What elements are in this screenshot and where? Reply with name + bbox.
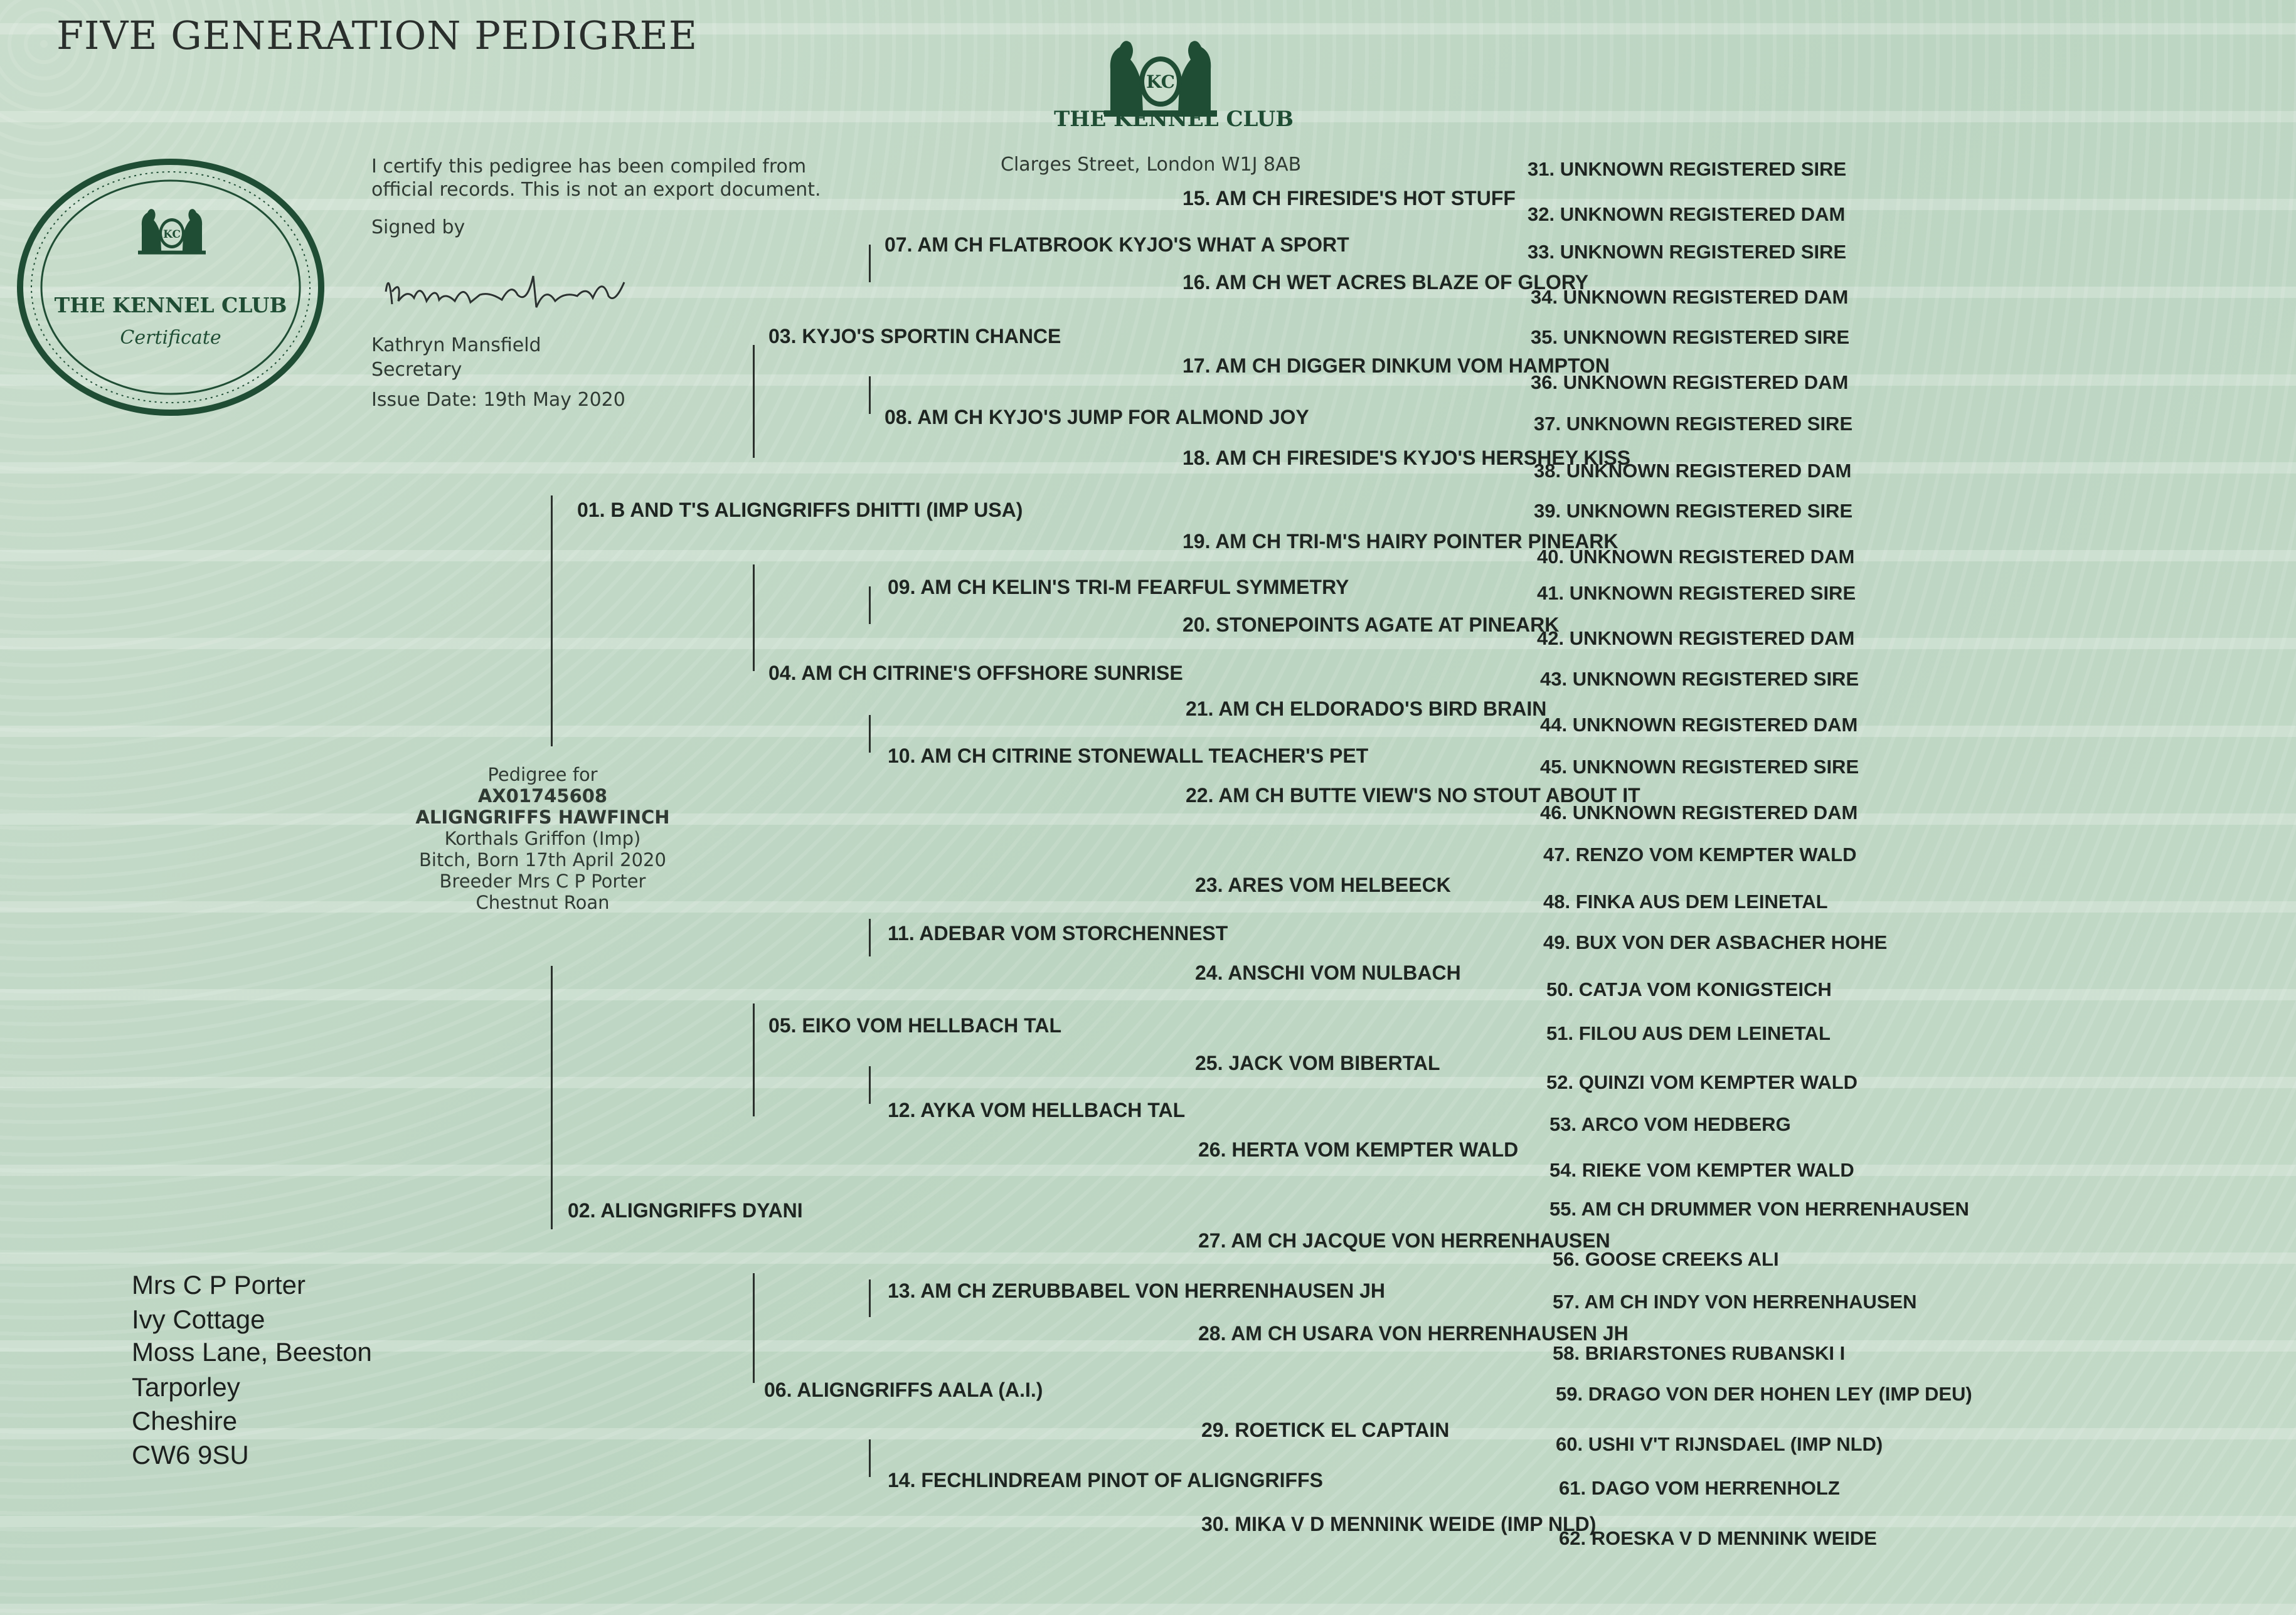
owner-line: Mrs C P Porter [132, 1270, 306, 1300]
owner-line: Ivy Cottage [132, 1305, 265, 1334]
bracket-line [551, 495, 553, 746]
ancestor-gen5: 42. UNKNOWN REGISTERED DAM [1537, 627, 1855, 649]
document-title: FIVE GENERATION PEDIGREE [56, 13, 698, 58]
ancestor-gen4: 26. HERTA VOM KEMPTER WALD [1198, 1138, 1519, 1161]
ancestor-gen2: 05. EIKO VOM HELLBACH TAL [768, 1014, 1061, 1037]
signatory-name: Kathryn Mansfield [371, 334, 541, 356]
bracket-line [753, 1273, 755, 1383]
ancestor-gen5: 48. FINKA AUS DEM LEINETAL [1543, 891, 1828, 913]
owner-line: CW6 9SU [132, 1440, 249, 1469]
ancestor-gen4: 20. STONEPOINTS AGATE AT PINEARK [1183, 613, 1560, 636]
ancestor-gen5: 37. UNKNOWN REGISTERED SIRE [1534, 413, 1853, 435]
ancestor-gen5: 51. FILOU AUS DEM LEINETAL [1546, 1022, 1831, 1044]
signed-by-label: Signed by [371, 216, 465, 238]
bracket-line [869, 376, 871, 414]
ancestor-gen5: 57. AM CH INDY VON HERRENHAUSEN [1553, 1291, 1917, 1313]
ancestor-gen3: 11. ADEBAR VOM STORCHENNEST [888, 922, 1228, 945]
ancestor-gen4: 28. AM CH USARA VON HERRENHAUSEN JH [1198, 1322, 1629, 1345]
registration-number: AX01745608 [477, 785, 608, 807]
bracket-line [869, 715, 871, 753]
ancestor-gen5: 55. AM CH DRUMMER VON HERRENHAUSEN [1549, 1198, 1969, 1220]
ancestor-gen5: 47. RENZO VOM KEMPTER WALD [1543, 844, 1857, 866]
colour: Chestnut Roan [476, 892, 610, 913]
ancestor-gen5: 31. UNKNOWN REGISTERED SIRE [1528, 158, 1847, 180]
kennel-club-logo [1085, 25, 1236, 119]
ancestor-gen5: 39. UNKNOWN REGISTERED SIRE [1534, 500, 1853, 522]
ancestor-gen3: 13. AM CH ZERUBBABEL VON HERRENHAUSEN JH [888, 1279, 1385, 1302]
ancestor-gen4: 21. AM CH ELDORADO'S BIRD BRAIN [1186, 697, 1547, 720]
ancestor-gen5: 61. DAGO VOM HERRENHOLZ [1559, 1477, 1840, 1499]
ancestor-gen4: 23. ARES VOM HELBEECK [1195, 874, 1451, 896]
ancestor-gen4: 25. JACK VOM BIBERTAL [1195, 1052, 1440, 1074]
ancestor-gen4: 24. ANSCHI VOM NULBACH [1195, 961, 1461, 984]
ancestor-gen5: 36. UNKNOWN REGISTERED DAM [1531, 371, 1849, 393]
breed: Korthals Griffon (Imp) [444, 828, 641, 849]
seal-monogram: KC [163, 228, 181, 241]
bracket-line [869, 1439, 871, 1477]
bracket-line [753, 564, 755, 671]
ancestor-gen1: 01. B AND T'S ALIGNGRIFFS DHITTI (IMP USA) [577, 499, 1023, 521]
ancestor-gen4: 27. AM CH JACQUE VON HERRENHAUSEN [1198, 1229, 1610, 1252]
ancestor-gen5: 60. USHI V'T RIJNSDAEL (IMP NLD) [1556, 1433, 1883, 1455]
seal-subtitle: Certificate [120, 327, 221, 349]
ancestor-gen2: 03. KYJO'S SPORTIN CHANCE [768, 325, 1061, 347]
ancestor-gen3: 07. AM CH FLATBROOK KYJO'S WHAT A SPORT [885, 233, 1349, 256]
pedigree-for-block [364, 764, 721, 913]
ancestor-gen1: 02. ALIGNGRIFFS DYANI [568, 1199, 803, 1222]
ancestor-gen5: 54. RIEKE VOM KEMPTER WALD [1549, 1159, 1854, 1181]
bracket-line [551, 966, 553, 1229]
ancestor-gen5: 56. GOOSE CREEKS ALI [1553, 1248, 1779, 1270]
ancestor-gen5: 34. UNKNOWN REGISTERED DAM [1531, 286, 1849, 308]
certificate-seal [14, 156, 327, 419]
kennel-club-address: Clarges Street, London W1J 8AB [1001, 154, 1302, 176]
ancestor-gen3: 12. AYKA VOM HELLBACH TAL [888, 1099, 1186, 1121]
kc-monogram: KC [1146, 71, 1175, 92]
ancestor-gen5: 49. BUX VON DER ASBACHER HOHE [1543, 931, 1888, 953]
ancestor-gen4: 19. AM CH TRI-M'S HAIRY POINTER PINEARK [1183, 530, 1618, 553]
sex-and-birth: Bitch, Born 17th April 2020 [419, 849, 666, 871]
owner-line: Cheshire [132, 1406, 238, 1436]
ancestor-gen5: 43. UNKNOWN REGISTERED SIRE [1540, 668, 1859, 690]
ancestor-gen2: 06. ALIGNGRIFFS AALA (A.I.) [764, 1379, 1043, 1401]
ancestor-gen5: 52. QUINZI VOM KEMPTER WALD [1546, 1071, 1858, 1093]
ancestor-gen4: 30. MIKA V D MENNINK WEIDE (IMP NLD) [1201, 1513, 1597, 1535]
ancestor-gen5: 35. UNKNOWN REGISTERED SIRE [1531, 326, 1850, 348]
ancestor-gen5: 40. UNKNOWN REGISTERED DAM [1537, 546, 1855, 568]
bracket-line [869, 245, 871, 282]
ancestor-gen5: 32. UNKNOWN REGISTERED DAM [1528, 203, 1846, 225]
ancestor-gen4: 18. AM CH FIRESIDE'S KYJO'S HERSHEY KISS [1183, 447, 1631, 469]
cert-line-1: I certify this pedigree has been compiled from [371, 156, 807, 177]
ancestor-gen3: 14. FECHLINDREAM PINOT OF ALIGNGRIFFS [888, 1469, 1323, 1491]
bracket-line [753, 345, 755, 458]
breeder: Breeder Mrs C P Porter [439, 871, 646, 892]
kennel-club-name: THE KENNEL CLUB [1054, 107, 1294, 132]
cert-line-2: official records. This is not an export document. [371, 179, 821, 201]
signature-image [376, 257, 627, 326]
ancestor-gen3: 09. AM CH KELIN'S TRI-M FEARFUL SYMMETRY [888, 576, 1349, 598]
owner-line: Tarporley [132, 1372, 240, 1402]
owner-line: Moss Lane, Beeston [132, 1337, 372, 1367]
bracket-line [869, 586, 871, 624]
ancestor-gen5: 44. UNKNOWN REGISTERED DAM [1540, 714, 1858, 736]
ancestor-gen4: 22. AM CH BUTTE VIEW'S NO STOUT ABOUT IT [1186, 784, 1640, 807]
ancestor-gen4: 29. ROETICK EL CAPTAIN [1201, 1419, 1450, 1441]
ancestor-gen5: 62. ROESKA V D MENNINK WEIDE [1559, 1527, 1877, 1549]
dog-name: ALIGNGRIFFS HAWFINCH [415, 807, 670, 828]
ancestor-gen5: 38. UNKNOWN REGISTERED DAM [1534, 460, 1852, 482]
bracket-line [869, 1279, 871, 1317]
ancestor-gen4: 17. AM CH DIGGER DINKUM VOM HAMPTON [1183, 354, 1610, 377]
ancestor-gen5: 50. CATJA VOM KONIGSTEICH [1546, 978, 1832, 1000]
ancestor-gen3: 10. AM CH CITRINE STONEWALL TEACHER'S PET [888, 744, 1369, 767]
ancestor-gen2: 04. AM CH CITRINE'S OFFSHORE SUNRISE [768, 662, 1183, 684]
signatory-role: Secretary [371, 359, 462, 381]
bracket-line [869, 1066, 871, 1104]
bracket-line [869, 919, 871, 956]
seal-name: THE KENNEL CLUB [54, 293, 287, 317]
ancestor-gen5: 53. ARCO VOM HEDBERG [1549, 1113, 1791, 1135]
ancestor-gen4: 16. AM CH WET ACRES BLAZE OF GLORY [1183, 271, 1589, 294]
issue-date: Issue Date: 19th May 2020 [371, 389, 625, 411]
ancestor-gen5: 33. UNKNOWN REGISTERED SIRE [1528, 241, 1847, 263]
ancestor-gen5: 45. UNKNOWN REGISTERED SIRE [1540, 756, 1859, 778]
ancestor-gen5: 58. BRIARSTONES RUBANSKI I [1553, 1342, 1846, 1364]
ancestor-gen5: 41. UNKNOWN REGISTERED SIRE [1537, 582, 1856, 604]
ancestor-gen5: 46. UNKNOWN REGISTERED DAM [1540, 802, 1858, 823]
ancestor-gen4: 15. AM CH FIRESIDE'S HOT STUFF [1183, 187, 1516, 209]
pedigree-for-label: Pedigree for [487, 764, 598, 785]
bracket-line [753, 1003, 755, 1116]
ancestor-gen3: 08. AM CH KYJO'S JUMP FOR ALMOND JOY [885, 406, 1309, 428]
ancestor-gen5: 59. DRAGO VON DER HOHEN LEY (IMP DEU) [1556, 1383, 1972, 1405]
